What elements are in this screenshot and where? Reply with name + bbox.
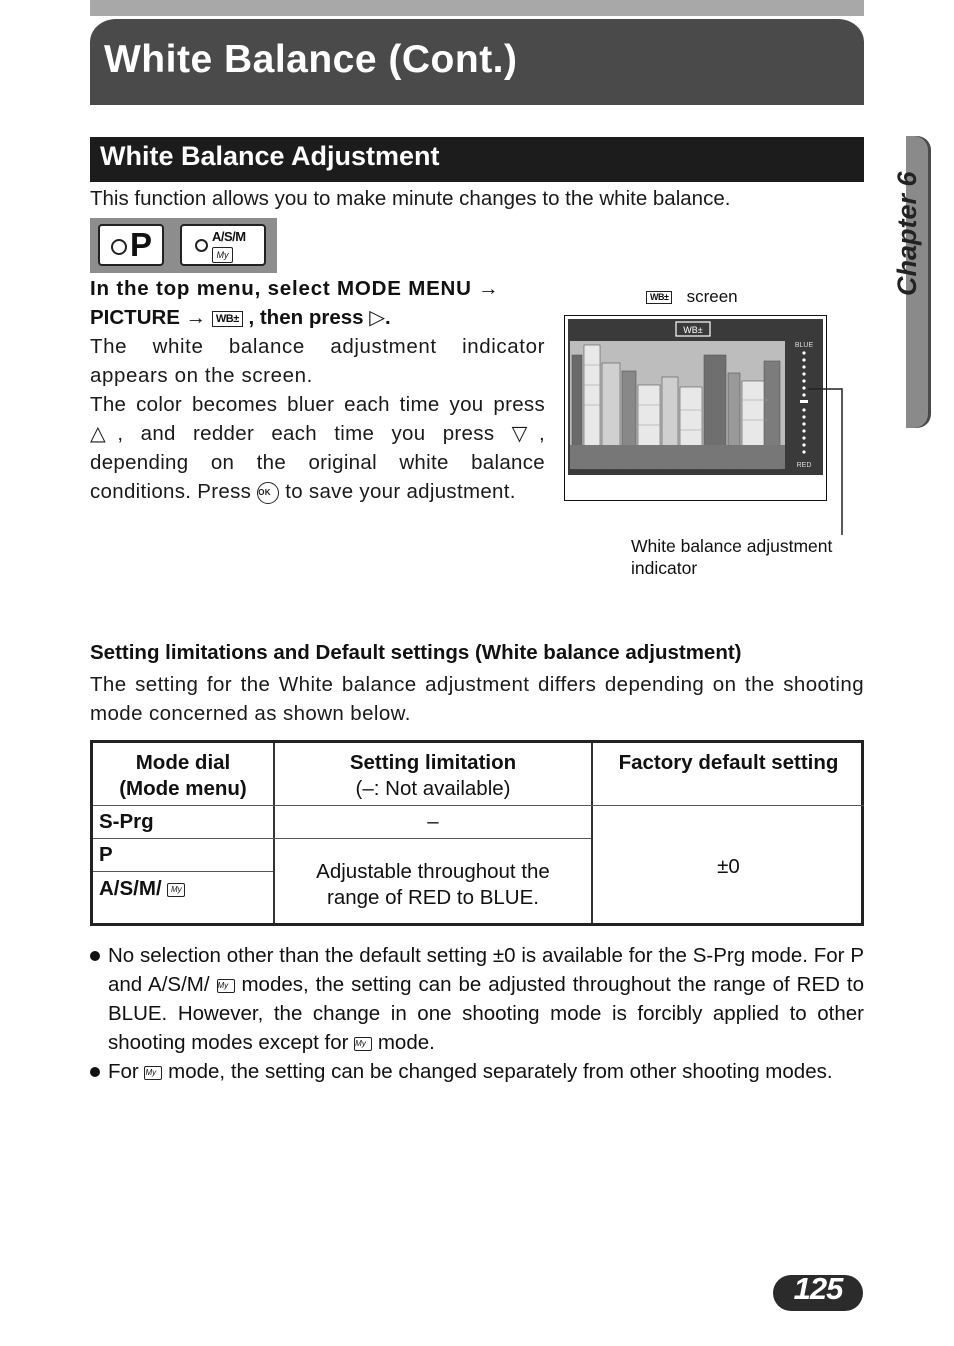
mode-asm-icon xyxy=(180,224,266,266)
mode-p-icon xyxy=(98,224,164,266)
instruction-line-2b: , then press ▷. xyxy=(248,306,391,329)
table-cell-mode-sprg: S-Prg xyxy=(99,810,154,833)
screen-caption-text: screen xyxy=(686,287,738,306)
note-item-1 xyxy=(90,941,864,1057)
instruction-para-2a: The color becomes bluer each time you press △, and redder each time you press ▽, depending on the original white balance conditions. Press xyxy=(90,393,545,503)
indicator-leader-line xyxy=(800,380,850,540)
my-mode-icon: My xyxy=(217,979,235,993)
dial-circle-icon xyxy=(195,239,208,252)
table-header-mode xyxy=(93,750,273,802)
page-title: White Balance (Cont.) xyxy=(104,38,518,81)
table-header-limit xyxy=(275,750,591,802)
ok-button-icon: OK xyxy=(257,482,279,504)
table-header-mode-l2: (Mode menu) xyxy=(119,777,247,800)
wb-adjust-icon: WB± xyxy=(646,291,672,304)
table-row-divider xyxy=(93,805,864,806)
my-mode-icon: My xyxy=(144,1066,162,1080)
note-item-2 xyxy=(90,1057,864,1086)
table-cell-default: ±0 xyxy=(717,855,740,878)
instruction-line-2 xyxy=(90,303,545,332)
dial-circle-icon xyxy=(111,239,127,255)
bullet-dot-icon xyxy=(90,951,100,961)
page-number: 125 xyxy=(793,1271,843,1306)
chapter-label: Chapter 6 xyxy=(892,171,922,296)
table-cell-mode-asm xyxy=(99,876,185,902)
table-cell-mode-p: P xyxy=(99,843,113,866)
instruction-para-2 xyxy=(90,390,545,506)
my-mode-icon: My xyxy=(212,247,233,263)
instruction-para-1: The white balance adjustment indicator appears on the screen. xyxy=(90,335,545,387)
lcd-wb-label: WB± xyxy=(683,325,703,335)
indicator-caption: White balance adjustment indicator xyxy=(631,536,833,578)
note-1-part-b: modes, the setting can be adjusted throughout the range of RED to BLUE. However, the change in one shooting mode is forcibly applied to other shooting modes except for xyxy=(108,973,864,1054)
note-2-part-a: For xyxy=(108,1060,139,1083)
lcd-blue-label: BLUE xyxy=(794,342,814,349)
section-title: White Balance Adjustment xyxy=(100,141,440,171)
lcd-red-label: RED xyxy=(796,462,812,469)
header-top-band xyxy=(90,0,864,16)
note-1-part-a: No selection other than the default setting ±0 is available for the S-Prg mode. For P and A/S/M/ xyxy=(108,944,864,996)
table-cell-limit-adjustable xyxy=(275,859,591,911)
table-cell-limit-l1: Adjustable throughout the xyxy=(316,860,550,883)
notes-list xyxy=(90,941,864,1086)
table-cell-limit-l2: range of RED to BLUE. xyxy=(327,886,539,909)
mode-asm-label: A/S/M xyxy=(212,229,246,244)
instruction-line-2a: PICTURE → xyxy=(90,306,207,329)
table-row-divider xyxy=(93,838,591,839)
note-2-part-b: mode, the setting can be changed separately from other shooting modes. xyxy=(168,1060,833,1083)
mode-badge xyxy=(90,218,277,273)
wb-adjust-icon: WB± xyxy=(212,311,243,327)
table-cell-mode-asm-text: A/S/M/ xyxy=(99,877,162,900)
my-mode-icon: My xyxy=(354,1037,372,1051)
intro-text: This function allows you to make minute changes to the white balance. xyxy=(90,187,731,210)
lcd-go-label: GO xyxy=(750,479,770,493)
bullet-dot-icon xyxy=(90,1067,100,1077)
lcd-ok-label: OK xyxy=(792,481,810,493)
settings-table xyxy=(90,740,864,926)
table-header-limit-l2: (–: Not available) xyxy=(355,777,511,800)
table-cell-limit-sprg: – xyxy=(427,810,439,833)
mode-p-label: P xyxy=(130,226,153,263)
screen-caption xyxy=(646,287,738,307)
instruction-para-2b: to save your adjustment. xyxy=(285,480,516,503)
my-mode-icon: My xyxy=(167,883,185,897)
lcd-screen-illustration xyxy=(564,315,827,501)
table-header-limit-l1: Setting limitation xyxy=(349,751,517,774)
chapter-label-wrapper xyxy=(888,146,924,296)
lcd-adjust-label: ADJUST xyxy=(658,479,709,493)
table-header-mode-l1: Mode dial xyxy=(135,751,231,774)
limitations-text: The setting for the White balance adjustment differs depending on the shooting mode concerned as shown below. xyxy=(90,673,864,725)
table-row-divider xyxy=(93,871,273,872)
lcd-cancel-label: CANCEL xyxy=(570,479,623,493)
table-header-default: Factory default setting xyxy=(618,751,839,774)
note-1-part-c: mode. xyxy=(377,1031,435,1054)
limitations-heading: Setting limitations and Default settings (White balance adjustment) xyxy=(90,641,742,664)
instruction-line-1: In the top menu, select MODE MENU → xyxy=(90,277,500,300)
instruction-block xyxy=(90,274,545,506)
